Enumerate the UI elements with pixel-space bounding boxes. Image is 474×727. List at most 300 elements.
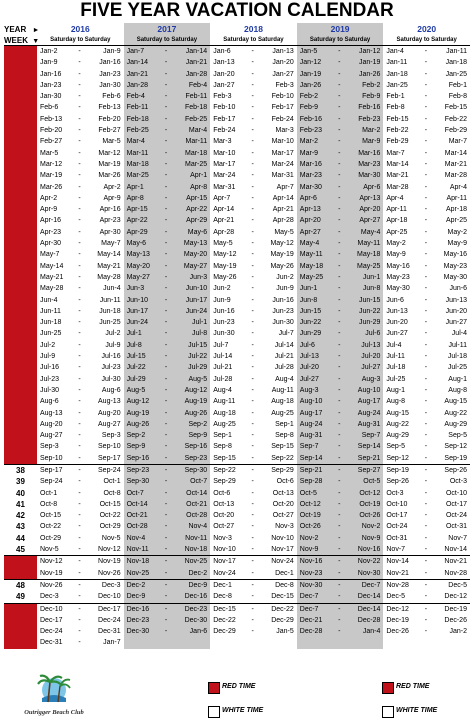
week-start-date: Aug-22 (386, 420, 409, 428)
week-end-date: Mar-25 (185, 160, 208, 168)
week-range-cell (210, 80, 297, 91)
week-start-date: Feb-18 (126, 115, 149, 123)
week-end-date: Jan-30 (99, 81, 121, 89)
week-start-date: Sep-30 (126, 478, 150, 486)
week-row (4, 579, 470, 591)
week-start-date: May-14 (40, 262, 64, 270)
week-end-date: Aug-17 (357, 398, 381, 406)
date-separator: - (424, 454, 428, 462)
week-end-date: Aug-20 (98, 409, 121, 417)
week-end-date: Sep-10 (98, 443, 121, 451)
week-range-cell (124, 521, 211, 532)
date-separator: - (78, 523, 81, 531)
week-number: 46 (4, 556, 37, 568)
date-separator: - (424, 466, 428, 474)
week-range-cell (210, 193, 297, 204)
week-range-cell (383, 317, 470, 328)
week-range-cell (297, 488, 384, 499)
date-separator: - (424, 500, 428, 508)
week-row (4, 283, 470, 294)
week-range-cell (37, 295, 124, 306)
date-separator: - (251, 217, 254, 225)
week-number: 1 (4, 46, 37, 58)
week-start-date: Jun-24 (126, 319, 148, 327)
week-end-date: Mar-7 (448, 138, 467, 146)
date-separator: - (424, 546, 428, 554)
date-separator: - (164, 353, 168, 361)
week-start-date: Apr-15 (126, 206, 148, 214)
week-end-date: May-26 (270, 262, 294, 270)
week-range-cell (124, 328, 211, 339)
white-time-swatch (208, 706, 220, 718)
week-range-cell (37, 46, 124, 58)
week-end-date: Jul-9 (105, 341, 121, 349)
date-separator: - (78, 319, 81, 327)
week-number: 52 (4, 626, 37, 637)
date-separator: - (424, 70, 428, 78)
week-start-date: Feb-22 (386, 127, 409, 135)
week-start-date: Jul-27 (299, 375, 319, 383)
week-end-date: Jun-25 (99, 319, 121, 327)
week-range-cell (124, 396, 211, 407)
week-end-date: Aug-10 (357, 386, 381, 394)
date-separator: - (424, 489, 428, 497)
week-start-date: May-5 (213, 240, 233, 248)
week-row (4, 453, 470, 465)
week-start-date: Jul-20 (299, 364, 319, 372)
week-start-date: May-16 (386, 262, 410, 270)
date-separator: - (164, 194, 168, 202)
week-range-cell (383, 626, 470, 637)
week-end-date: Dec-17 (98, 605, 121, 613)
week-range-cell (297, 261, 384, 272)
week-end-date: Jan-26 (358, 70, 381, 78)
week-end-date: Sep-19 (444, 454, 467, 462)
week-end-date: Jun-24 (185, 307, 208, 315)
week-end-date: Mar-14 (444, 149, 467, 157)
week-start-date: Aug-29 (386, 432, 409, 440)
date-separator: - (424, 569, 428, 577)
week-start-date: May-25 (299, 273, 324, 281)
week-range-cell (297, 374, 384, 385)
date-separator: - (251, 443, 254, 451)
week-range-cell (37, 215, 124, 226)
date-separator: - (251, 454, 254, 462)
week-row (4, 317, 470, 328)
week-start-date: Jan-2 (40, 48, 58, 55)
week-range-cell (210, 615, 297, 626)
week-row (4, 521, 470, 532)
week-end-date: Aug-27 (98, 420, 121, 428)
week-start-date: May-11 (299, 251, 323, 259)
date-separator: - (424, 240, 428, 248)
week-row (4, 533, 470, 544)
week-end-date: Mar-3 (275, 127, 294, 135)
week-start-date: Jul-16 (40, 364, 60, 372)
week-end-date: Jun-27 (445, 319, 467, 327)
week-end-date: Sep-1 (275, 420, 294, 428)
week-end-date: Aug-18 (271, 398, 294, 406)
week-row (4, 351, 470, 362)
week-start-date: May-21 (40, 273, 64, 281)
week-end-date: Nov-17 (271, 546, 294, 554)
week-range-cell (210, 182, 297, 193)
week-end-date: Jan-6 (189, 628, 208, 636)
week-range-cell (37, 637, 124, 648)
week-start-date: May-7 (40, 251, 60, 259)
week-start-date: Jun-23 (213, 319, 235, 327)
date-separator: - (164, 307, 168, 315)
date-separator: - (251, 262, 254, 270)
week-end-date: Mar-18 (185, 149, 208, 157)
week-range-cell (383, 261, 470, 272)
date-separator: - (164, 127, 168, 135)
week-range-cell (297, 464, 384, 476)
week-start-date: Oct-28 (126, 523, 148, 531)
date-separator: - (164, 59, 168, 67)
week-range-cell (383, 362, 470, 373)
week-end-date: Feb-2 (362, 81, 381, 89)
week-range-cell (124, 114, 211, 125)
week-range-cell (37, 102, 124, 113)
week-end-date: Oct-14 (186, 489, 208, 497)
date-separator: - (164, 628, 168, 636)
date-separator: - (424, 386, 428, 394)
week-start-date: Jan-9 (40, 59, 58, 67)
week-end-date: May-11 (357, 240, 381, 248)
week-start-date: Aug-4 (213, 386, 232, 394)
week-end-date: Feb-29 (444, 127, 467, 135)
week-start-date: Dec-17 (40, 616, 63, 624)
week-end-date: Nov-26 (98, 569, 121, 577)
week-start-date: Nov-28 (386, 581, 409, 589)
week-end-date: Nov-16 (357, 546, 381, 554)
week-number: 20 (4, 261, 37, 272)
week-range-cell (297, 396, 384, 407)
week-range-cell (297, 102, 384, 113)
week-end-date: Sep-27 (357, 466, 381, 474)
week-start-date: Feb-15 (386, 115, 409, 123)
date-separator: - (78, 228, 81, 236)
week-start-date: May-26 (213, 273, 237, 281)
week-range-cell (37, 261, 124, 272)
red-time-swatch (208, 682, 220, 694)
week-end-date: Apr-21 (272, 206, 294, 214)
date-separator: - (424, 228, 428, 236)
week-end-date: Dec-31 (98, 628, 121, 636)
week-start-date: Jun-18 (40, 319, 62, 327)
week-range-cell (297, 385, 384, 396)
white-time-label: WHITE TIME (222, 707, 264, 714)
date-separator: - (338, 115, 341, 123)
date-separator: - (78, 639, 81, 647)
date-separator: - (78, 454, 81, 462)
week-end-date: Mar-26 (98, 172, 121, 180)
week-range-cell (37, 170, 124, 181)
date-separator: - (251, 534, 254, 542)
week-start-date: Mar-16 (299, 160, 322, 168)
week-start-date: Dec-16 (126, 605, 150, 613)
week-range-cell (297, 591, 384, 603)
week-range-cell (37, 521, 124, 532)
week-range-cell (124, 204, 211, 215)
week-range-cell (124, 125, 211, 136)
week-start-date: May-6 (126, 240, 147, 248)
week-end-date: Sep-9 (188, 432, 208, 440)
week-row (4, 136, 470, 147)
date-separator: - (251, 59, 254, 67)
date-separator: - (251, 420, 254, 428)
week-number: 35 (4, 430, 37, 441)
week-end-date: Sep-15 (271, 443, 294, 451)
white-time-swatch-right (382, 706, 394, 718)
week-range-cell (210, 476, 297, 487)
date-separator: - (164, 93, 168, 101)
week-start-date: May-12 (213, 251, 237, 259)
week-end-date: Aug-3 (361, 375, 381, 383)
week-number: 37 (4, 453, 37, 465)
week-range-cell (37, 385, 124, 396)
date-separator: - (424, 616, 428, 624)
week-end-date: May-21 (97, 262, 121, 270)
date-separator: - (164, 534, 168, 542)
week-number: 24 (4, 306, 37, 317)
year-2017: 2017 (124, 23, 211, 35)
week-range-cell (37, 91, 124, 102)
week-start-date: Sep-21 (299, 466, 323, 474)
week-range-cell (37, 499, 124, 510)
date-separator: - (78, 489, 81, 497)
date-separator: - (78, 364, 81, 372)
week-range-cell (210, 227, 297, 238)
week-start-date: Jul-1 (126, 330, 142, 338)
week-start-date: Jun-20 (386, 319, 408, 327)
date-separator: - (338, 273, 341, 281)
week-end-date: Jan-16 (99, 59, 121, 67)
week-range-cell (383, 521, 470, 532)
week-end-date: Dec-2 (188, 569, 208, 577)
date-separator: - (251, 569, 254, 577)
week-end-date: Mar-12 (98, 149, 121, 157)
date-separator: - (78, 172, 81, 180)
week-end-date: Dec-29 (271, 616, 294, 624)
date-separator: - (338, 70, 341, 78)
week-end-date: Jul-14 (274, 341, 294, 349)
week-range-cell (297, 148, 384, 159)
week-start-date: Apr-6 (299, 194, 317, 202)
week-row (4, 272, 470, 283)
date-separator: - (338, 228, 341, 236)
date-separator: - (338, 149, 341, 157)
date-separator: - (164, 115, 168, 123)
week-start-date: Apr-16 (40, 217, 62, 225)
date-separator: - (424, 48, 428, 55)
week-start-date: Feb-16 (299, 115, 322, 123)
week-range-cell (37, 453, 124, 465)
week-range-cell (124, 261, 211, 272)
week-end-date: Jul-4 (451, 330, 467, 338)
week-range-cell (210, 396, 297, 407)
week-end-date: Feb-1 (448, 81, 467, 89)
week-start-date: Jun-10 (126, 296, 148, 304)
date-separator: - (251, 160, 254, 168)
week-start-date: May-2 (386, 240, 406, 248)
week-range-cell (383, 374, 470, 385)
week-range-cell (383, 556, 470, 568)
week-end-date: Oct-26 (359, 512, 381, 520)
week-range-cell (210, 261, 297, 272)
week-start-date: Aug-20 (40, 420, 63, 428)
week-start-date: Apr-2 (40, 194, 58, 202)
week-start-date: Jul-15 (126, 353, 146, 361)
week-row (4, 69, 470, 80)
week-start-date: Oct-31 (386, 534, 408, 542)
date-separator: - (338, 386, 341, 394)
week-start-date: May-23 (386, 273, 410, 281)
week-start-date: Mar-17 (213, 160, 236, 168)
week-start-date: Oct-27 (213, 523, 235, 531)
week-start-date: Nov-16 (299, 558, 323, 566)
week-range-cell (210, 351, 297, 362)
week-start-date: Mar-14 (386, 160, 409, 168)
week-row (4, 46, 470, 58)
week-start-date: Feb-9 (299, 104, 319, 112)
week-start-date: Dec-9 (126, 593, 146, 601)
week-start-date: Nov-14 (386, 558, 409, 566)
week-start-date: Jan-7 (126, 48, 145, 55)
date-separator: - (251, 81, 254, 89)
date-separator: - (78, 251, 81, 259)
week-range-cell (297, 419, 384, 430)
date-separator: - (424, 285, 428, 293)
date-separator: - (338, 285, 341, 293)
year-2016: 2016 (70, 24, 90, 34)
week-range-cell (124, 170, 211, 181)
date-separator: - (338, 489, 341, 497)
week-start-date: Jan-5 (299, 48, 318, 55)
week-end-date: Jun-13 (445, 296, 467, 304)
date-separator: - (251, 546, 254, 554)
week-end-date: Oct-12 (359, 489, 381, 497)
week-range-cell (37, 272, 124, 283)
week-end-date: Aug-5 (188, 375, 208, 383)
date-separator: - (78, 206, 81, 214)
week-start-date: Feb-29 (386, 138, 409, 146)
week-end-date: Jul-25 (447, 364, 467, 372)
week-range-cell (124, 499, 211, 510)
week-range-cell (383, 91, 470, 102)
week-range-cell (210, 91, 297, 102)
date-separator: - (164, 398, 168, 406)
date-separator: - (338, 59, 341, 67)
week-end-date: Feb-4 (188, 81, 208, 89)
date-separator: - (164, 217, 168, 225)
week-start-date: Mar-11 (126, 149, 149, 157)
date-separator: - (251, 628, 254, 636)
week-start-date: Jul-11 (386, 353, 405, 361)
week-range-cell (210, 544, 297, 556)
week-range-cell (383, 159, 470, 170)
week-end-date: Sep-5 (448, 432, 467, 440)
week-range-cell (383, 603, 470, 615)
week-start-date: Dec-7 (299, 593, 319, 601)
week-range-cell (383, 510, 470, 521)
week-start-date: Oct-14 (126, 500, 148, 508)
week-end-date: May-2 (447, 228, 467, 236)
week-end-date: Jun-23 (272, 307, 294, 315)
week-range-cell (124, 306, 211, 317)
week-end-date: Jul-8 (192, 330, 208, 338)
week-start-date: Jun-1 (299, 285, 318, 293)
week-start-date: Sep-28 (299, 478, 323, 486)
week-range-cell (383, 385, 470, 396)
week-start-date: Nov-26 (40, 581, 63, 589)
week-row (4, 591, 470, 603)
subheader-2018: Saturday to Saturday (210, 35, 297, 46)
week-range-cell (297, 408, 384, 419)
week-end-date: Feb-20 (98, 115, 121, 123)
week-number: 33 (4, 408, 37, 419)
date-separator: - (424, 353, 428, 361)
week-range-cell (124, 272, 211, 283)
week-end-date: Feb-3 (275, 81, 294, 89)
week-range-cell (37, 591, 124, 603)
date-separator: - (251, 115, 254, 123)
week-range-cell (210, 464, 297, 476)
date-separator: - (251, 330, 254, 338)
week-range-cell (124, 464, 211, 476)
date-separator: - (78, 59, 81, 67)
week-range-cell (124, 182, 211, 193)
date-separator: - (251, 500, 254, 508)
week-range-cell (297, 182, 384, 193)
week-start-date: Dec-12 (386, 605, 409, 613)
date-separator: - (424, 581, 428, 589)
week-end-date: Jul-1 (192, 319, 208, 327)
week-number: 49 (4, 591, 37, 603)
week-range-cell (210, 430, 297, 441)
week-range-cell (124, 385, 211, 396)
week-row (4, 193, 470, 204)
page-title: FIVE YEAR VACATION CALENDAR (80, 0, 394, 21)
date-separator: - (78, 217, 81, 225)
week-start-date: Oct-12 (299, 500, 321, 508)
week-start-date: Apr-18 (386, 217, 408, 225)
week-end-date: Apr-30 (99, 228, 121, 236)
week-start-date: Jul-25 (386, 375, 406, 383)
week-start-date: Jan-26 (299, 81, 322, 89)
week-start-date: Jun-2 (213, 285, 231, 293)
date-separator: - (424, 127, 428, 135)
week-range-cell (37, 544, 124, 556)
date-separator: - (251, 70, 254, 78)
week-start-date: Mar-9 (299, 149, 319, 157)
week-range-cell (383, 227, 470, 238)
date-separator: - (164, 605, 168, 613)
week-range-cell (124, 476, 211, 487)
week-range-cell (37, 249, 124, 260)
week-end-date: Jun-2 (276, 273, 294, 281)
red-time-label-right: RED TIME (396, 683, 430, 690)
date-separator: - (78, 420, 81, 428)
week-start-date: Sep-15 (213, 454, 236, 462)
week-number: 26 (4, 328, 37, 339)
week-start-date: Sep-2 (126, 432, 146, 440)
date-separator: - (424, 217, 428, 225)
week-start-date: Jan-16 (40, 70, 62, 78)
date-separator: - (78, 330, 81, 338)
week-start-date: Oct-19 (299, 512, 321, 520)
